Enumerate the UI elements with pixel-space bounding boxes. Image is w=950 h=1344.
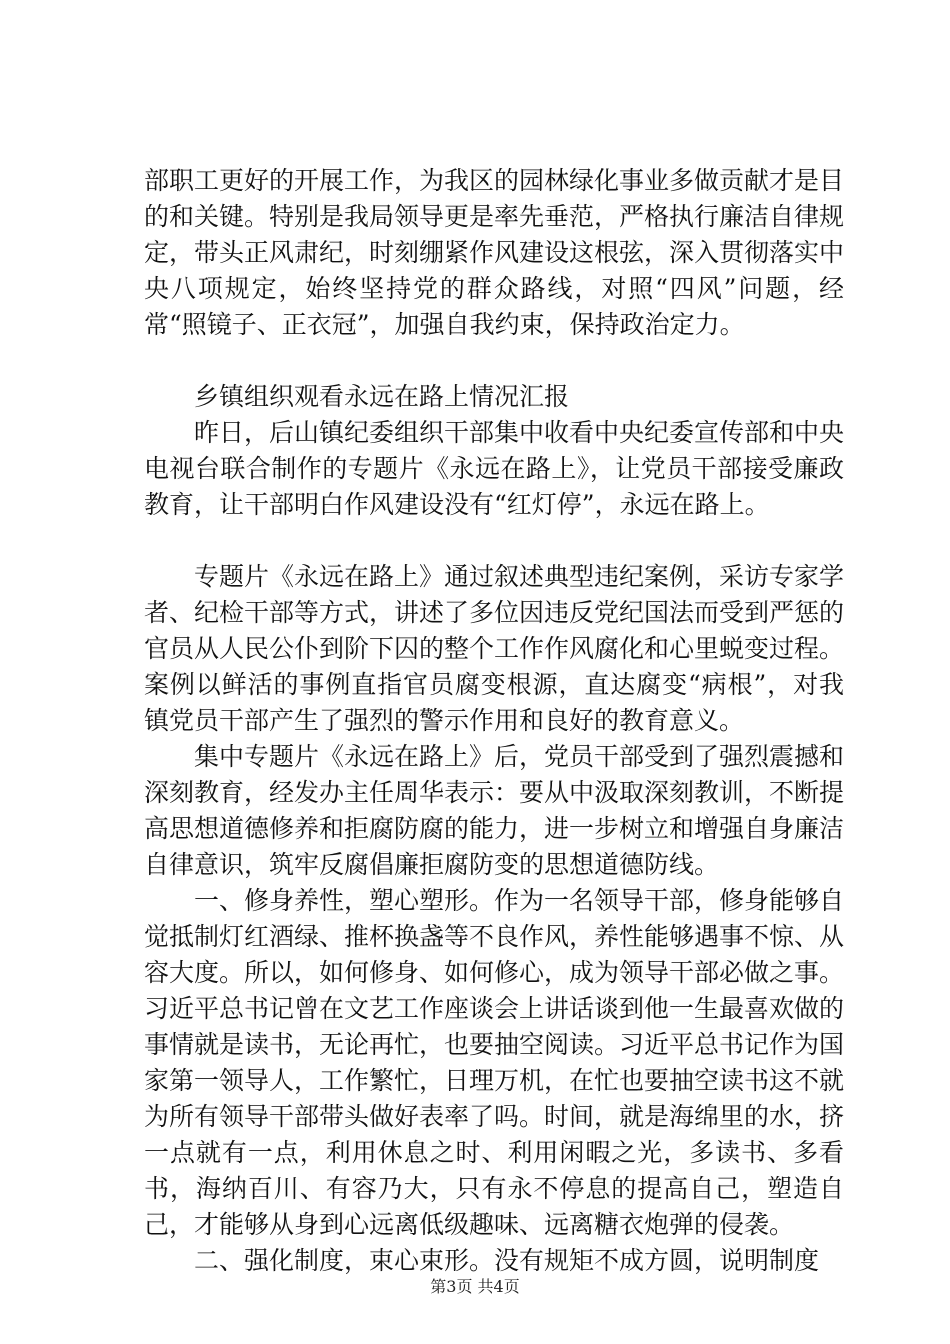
body-paragraph: 专题片《永远在路上》通过叙述典型违纪案例，采访专家学者、纪检干部等方式，讲述了多位因违反党纪国法而受到严惩的官员从人民公仆到阶下囚的整个工作作风腐化和心里蜕变过程。案例以鲜活的事例直指官员腐变根源，直达腐变“病根”，对我镇党员干部产生了强烈的警示作用和良好的教育意义。 xyxy=(144,562,845,735)
body-paragraph: 集中专题片《永远在路上》后，党员干部受到了强烈震撼和深刻教育，经发办主任周华表示：要从中汲取深刻教训，不断提高思想道德修养和拒腐防腐的能力，进一步树立和增强自身廉洁自律意识，筑牢反腐倡廉拒腐防变的思想道德防线。 xyxy=(144,742,845,879)
intro-paragraph: 部职工更好的开展工作，为我区的园林绿化事业多做贡献才是目的和关键。特别是我局领导更是率先垂范，严格执行廉洁自律规定，带头正风肃纪，时刻绷紧作风建设这根弦，深入贯彻落实中央八项规定，始终坚持党的群众路线，对照“四风”问题，经常“照镜子、正衣冠”，加强自我约束，保持政治定力。 xyxy=(144,166,845,339)
page-footer xyxy=(0,1277,950,1297)
body-paragraph: 二、强化制度，束心束形。没有规矩不成方圆，说明制度 xyxy=(194,1246,820,1275)
section-title: 乡镇组织观看永远在路上情况汇报 xyxy=(194,382,570,411)
paragraph-gap xyxy=(144,343,844,379)
document-body xyxy=(144,163,844,1279)
paragraph-gap xyxy=(144,523,844,559)
page-number-label: 第3页 共4页 xyxy=(430,1277,520,1296)
body-paragraph: 一、修身养性，塑心塑形。作为一名领导干部，修身能够自觉抵制灯红酒绿、推杯换盏等不良作风，养性能够遇事不惊、从容大度。所以，如何修身、如何修心，成为领导干部必做之事。习近平总书记曾在文艺工作座谈会上讲话谈到他一生最喜欢做的事情就是读书，无论再忙，也要抽空阅读。习近平总书记作为国家第一领导人，工作繁忙，日理万机，在忙也要抽空读书这不就为所有领导干部带头做好表率了吗。时间，就是海绵里的水，挤一点就有一点，利用休息之时、利用闲暇之光，多读书、多看书，海纳百川、有容乃大，只有永不停息的提高自己，塑造自己，才能够从身到心远离低级趣味、远离糖衣炮弹的侵袭。 xyxy=(144,886,845,1239)
body-paragraph: 昨日，后山镇纪委组织干部集中收看中央纪委宣传部和中央电视台联合制作的专题片《永远在路上》，让党员干部接受廉政教育，让干部明白作风建设没有“红灯停”，永远在路上。 xyxy=(144,418,845,519)
